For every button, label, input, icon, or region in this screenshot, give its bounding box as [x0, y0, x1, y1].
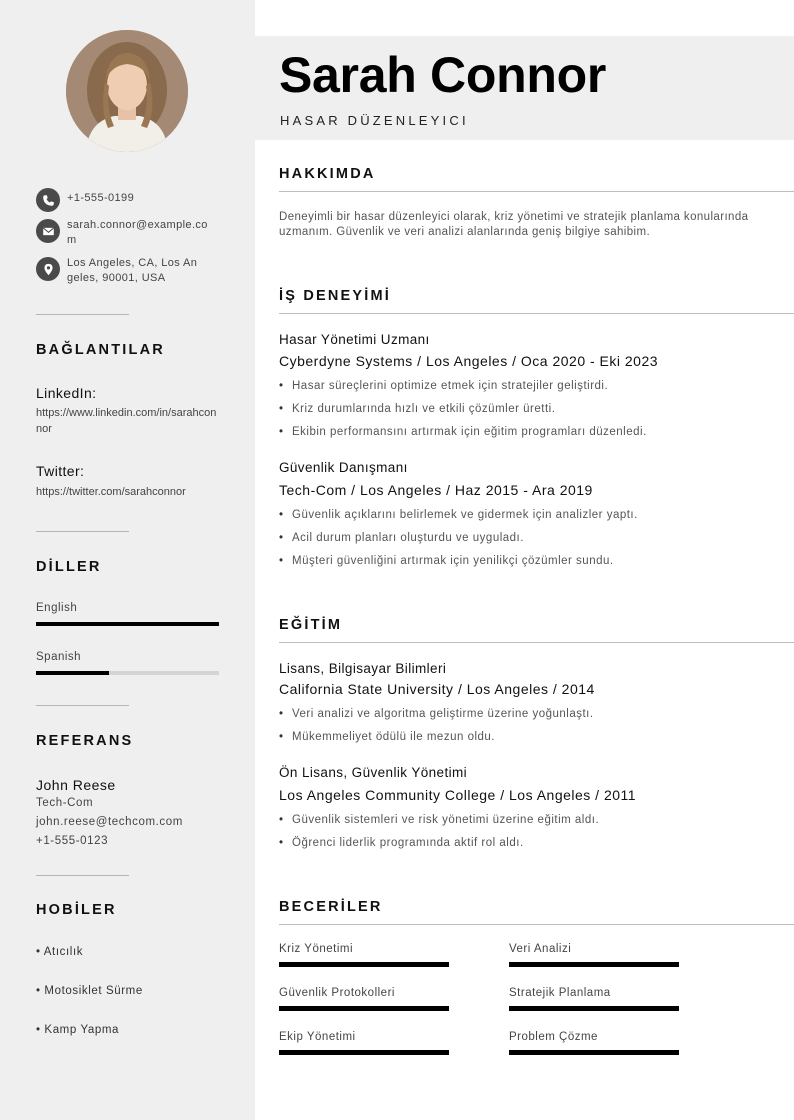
sidebar [0, 0, 255, 1120]
phone-icon [36, 188, 60, 212]
skill-name: Stratejik Planlama [509, 987, 611, 999]
job-org: Cyberdyne Systems / Los Angeles / Oca 2020 - Eki 2023 [279, 353, 659, 369]
profile-photo [66, 30, 188, 152]
linkedin-url[interactable]: https://www.linkedin.com/in/sarahconnor [36, 407, 217, 435]
education-school: Los Angeles Community College / Los Angeles / 2011 [279, 787, 637, 803]
twitter-url[interactable]: https://twitter.com/sarahconnor [36, 486, 186, 498]
job-bullet: • Acil durum planları oluşturdu ve uyguladı. [279, 532, 524, 544]
education-bullet: • Güvenlik sistemleri ve risk yönetimi üzerine eğitim aldı. [279, 814, 600, 826]
education-bullet: • Veri analizi ve algoritma geliştirme üzerine yoğunlaştı. [279, 708, 594, 720]
skill-level-bar [279, 1050, 449, 1055]
section-rule [279, 191, 794, 192]
sidebar-divider [36, 531, 129, 532]
skill-name: Veri Analizi [509, 943, 572, 955]
sidebar-divider [36, 705, 129, 706]
section-rule [279, 313, 794, 314]
reference-company: Tech-Com [36, 797, 94, 809]
hobbies-heading: HOBİLER [36, 902, 117, 918]
sidebar-divider [36, 314, 129, 315]
job-bullet: • Ekibin performansını artırmak için eğitim programları düzenledi. [279, 426, 647, 438]
address-text: Los Angeles, CA, Los Angeles, 90001, USA [67, 257, 198, 284]
job-bullet: • Kriz durumlarında hızlı ve etkili çözümler üretti. [279, 403, 556, 415]
header [255, 36, 794, 140]
job-bullet: • Güvenlik açıklarını belirlemek ve gidermek için analizler yaptı. [279, 509, 638, 521]
skill-level-fill [509, 1006, 679, 1011]
reference-name: John Reese [36, 777, 116, 793]
twitter-label: Twitter: [36, 463, 85, 479]
job-role: Hasar Yönetimi Uzmanı [279, 332, 430, 347]
section-rule [279, 924, 794, 925]
about-text: Deneyimli bir hasar düzenleyici olarak, kriz yönetimi ve stratejik planlama konularında uzmanım. Güvenlik ve veri analizi alanlarında geniş bilgiye sahibim. [279, 211, 749, 238]
skill-name: Ekip Yönetimi [279, 1031, 356, 1043]
hobby-item: • Atıcılık [36, 946, 84, 958]
contact-phone [36, 187, 217, 212]
skill-level-fill [279, 962, 449, 967]
email-text[interactable]: sarah.connor@example.com [67, 219, 208, 246]
job-title: HASAR DÜZENLEYICI [280, 113, 469, 128]
language-level-bar [36, 622, 219, 626]
job-org: Tech-Com / Los Angeles / Haz 2015 - Ara 2019 [279, 482, 593, 498]
skill-name: Problem Çözme [509, 1031, 598, 1043]
skills-heading: BECERİLER [279, 899, 383, 915]
sidebar-divider [36, 875, 129, 876]
skill-level-fill [279, 1050, 449, 1055]
skill-level-fill [509, 1050, 679, 1055]
hobby-item: • Motosiklet Sürme [36, 985, 143, 997]
skill-level-bar [509, 962, 679, 967]
linkedin-label: LinkedIn: [36, 385, 97, 401]
language-level-fill [36, 622, 219, 626]
language-level-fill [36, 671, 109, 675]
phone-text: +1-555-0199 [67, 192, 135, 204]
about-heading: HAKKIMDA [279, 166, 376, 182]
main-content [255, 0, 794, 1120]
section-rule [279, 642, 794, 643]
skill-level-bar [509, 1006, 679, 1011]
skill-name: Kriz Yönetimi [279, 943, 354, 955]
experience-heading: İŞ DENEYİMİ [279, 288, 392, 304]
envelope-icon [36, 219, 60, 243]
job-bullet: • Müşteri güvenliğini artırmak için yenilikçi çözümler sundu. [279, 555, 614, 567]
skill-level-fill [279, 1006, 449, 1011]
links-heading: BAĞLANTILAR [36, 342, 165, 358]
contact-email [36, 218, 217, 248]
job-bullet: • Hasar süreçlerini optimize etmek için stratejiler geliştirdi. [279, 380, 609, 392]
language-name: English [36, 602, 78, 614]
reference-phone: +1-555-0123 [36, 835, 109, 847]
languages-heading: DİLLER [36, 559, 102, 575]
skill-level-bar [279, 1006, 449, 1011]
language-level-bar [36, 671, 219, 675]
skill-level-fill [509, 962, 679, 967]
education-school: California State University / Los Angeles / 2014 [279, 681, 595, 697]
contact-address [36, 256, 202, 286]
skill-level-bar [509, 1050, 679, 1055]
reference-email[interactable]: john.reese@techcom.com [36, 816, 183, 828]
education-degree: Lisans, Bilgisayar Bilimleri [279, 661, 447, 676]
education-bullet: • Mükemmeliyet ödülü ile mezun oldu. [279, 731, 496, 743]
hobby-item: • Kamp Yapma [36, 1024, 120, 1036]
skill-level-bar [279, 962, 449, 967]
full-name: Sarah Connor [279, 47, 606, 103]
education-bullet: • Öğrenci liderlik programında aktif rol aldı. [279, 837, 524, 849]
language-name: Spanish [36, 651, 82, 663]
skill-name: Güvenlik Protokolleri [279, 987, 395, 999]
education-heading: EĞİTİM [279, 617, 343, 633]
education-degree: Ön Lisans, Güvenlik Yönetimi [279, 765, 468, 780]
references-heading: REFERANS [36, 733, 134, 749]
location-pin-icon [36, 257, 60, 281]
job-role: Güvenlik Danışmanı [279, 460, 408, 475]
